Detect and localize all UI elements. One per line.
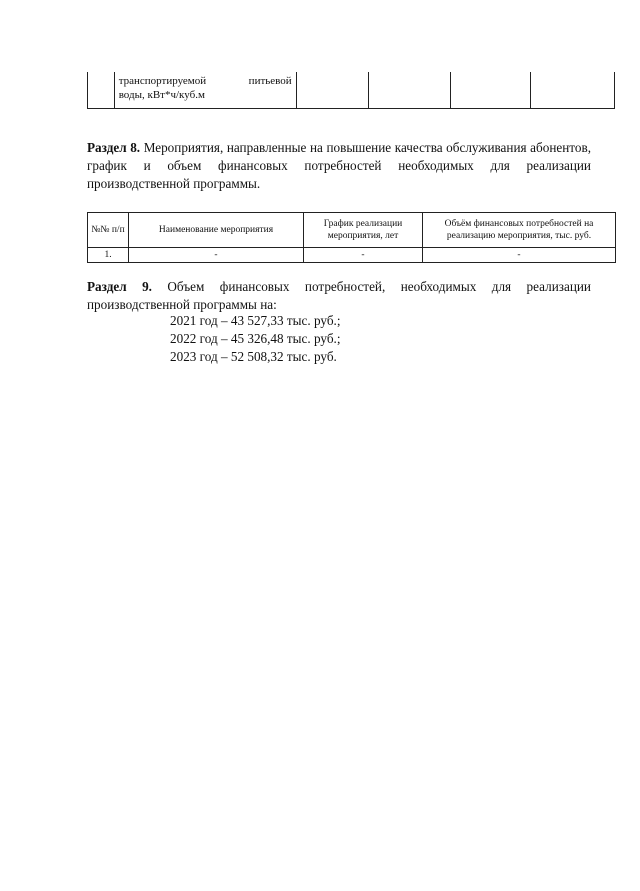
cell-measure-name: - (129, 248, 304, 263)
top-table-fragment (87, 72, 615, 109)
cell-financial-needs: - (423, 248, 616, 263)
section-9-text: Объем финансовых потребностей, необходимых для реализации производственной программы на: (87, 279, 591, 312)
table-row (88, 248, 616, 263)
measures-table (87, 212, 616, 263)
section-9-heading: Раздел 9. (87, 279, 152, 294)
table-header-row (88, 213, 616, 248)
col-header-number: №№ п/п (88, 213, 129, 248)
table-cell (296, 72, 368, 109)
row-text-line1: транспортируемой питьевой (118, 75, 292, 87)
table-row (88, 72, 615, 109)
section-9-paragraph (87, 278, 591, 314)
section-8-heading: Раздел 8. (87, 140, 141, 155)
row-text-line2: воды, кВт*ч/куб.м (118, 89, 205, 101)
table-cell (368, 72, 450, 109)
cell-number: 1. (88, 248, 129, 263)
table-cell (450, 72, 530, 109)
section-8-text: Мероприятия, направленные на повышение качества обслуживания абонентов, график и объем финансовых потребностей необходимых для реализации производственной программы. (87, 140, 591, 191)
table-cell-description (114, 72, 296, 109)
list-item: 2021 год – 43 527,33 тыс. руб.; (170, 313, 341, 328)
table-cell (530, 72, 614, 109)
years-list (170, 312, 341, 366)
col-header-measure-name: Наименование мероприятия (129, 213, 304, 248)
list-item: 2022 год – 45 326,48 тыс. руб.; (170, 331, 341, 346)
cell-schedule: - (304, 248, 423, 263)
col-header-financial-needs: Объём финансовых потребностей на реализацию мероприятия, тыс. руб. (423, 213, 616, 248)
col-header-schedule: График реализации мероприятия, лет (304, 213, 423, 248)
table-cell (88, 72, 115, 109)
list-item: 2023 год – 52 508,32 тыс. руб. (170, 349, 337, 364)
section-8-paragraph (87, 139, 591, 193)
